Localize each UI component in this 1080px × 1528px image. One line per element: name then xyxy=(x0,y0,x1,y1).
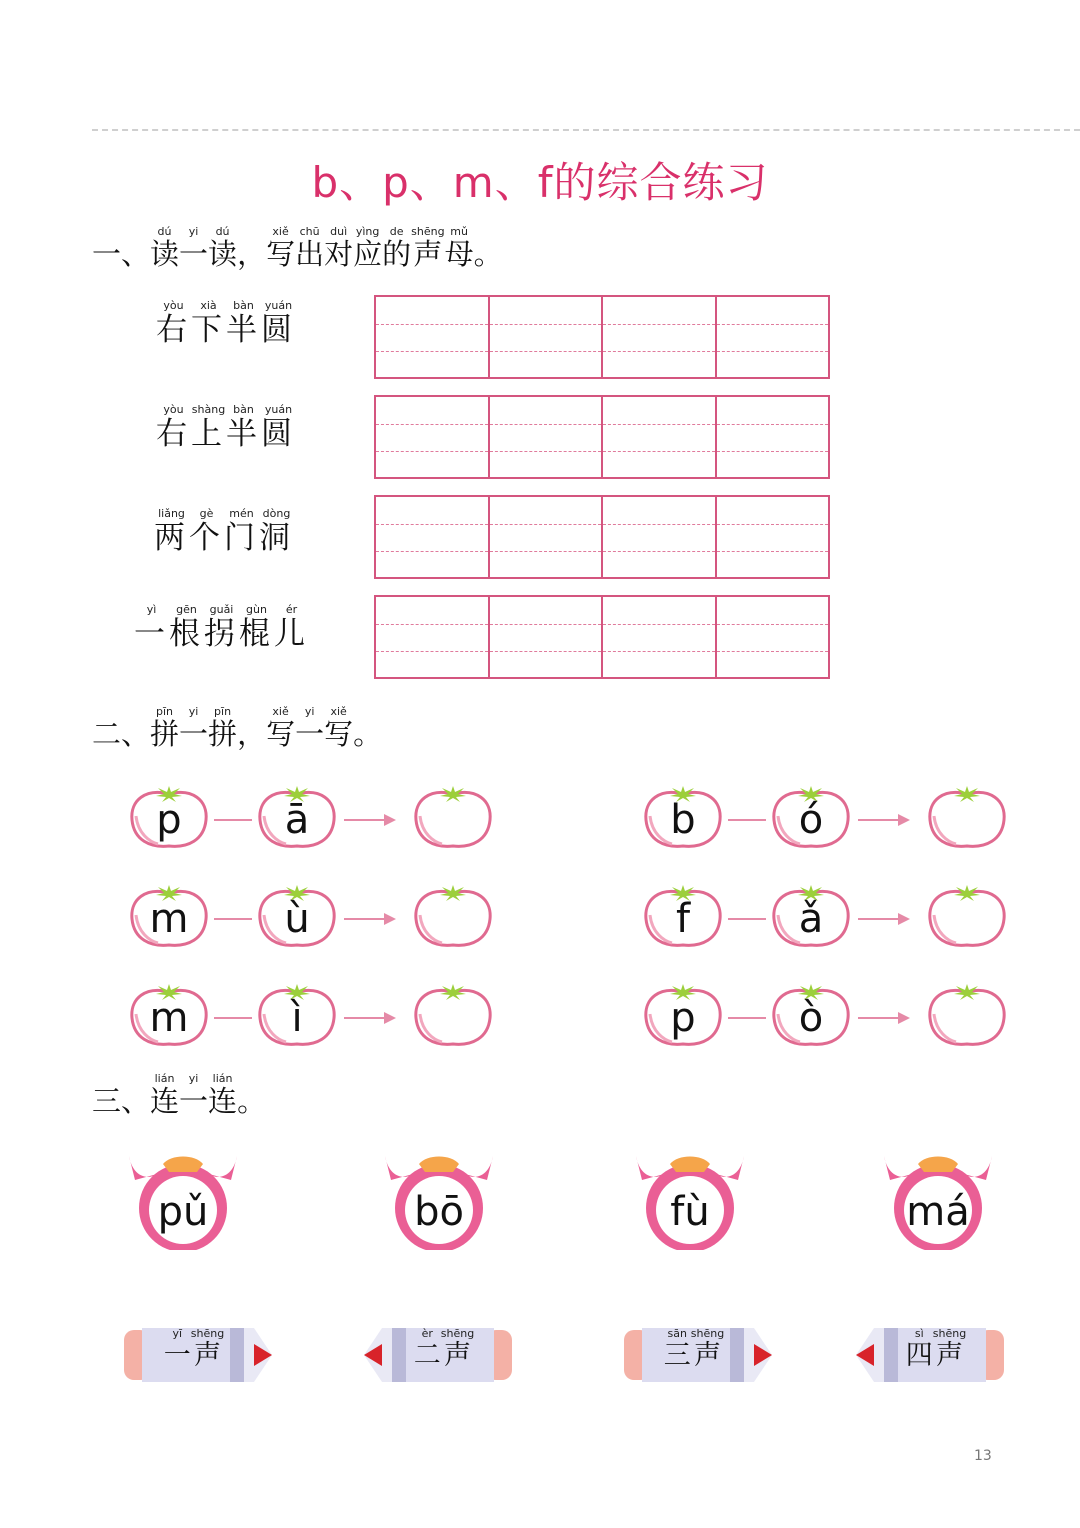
ruby-char: 的de xyxy=(382,225,412,271)
final-apple-right-2 xyxy=(770,885,852,949)
ruby-char: 写xiě xyxy=(324,705,354,751)
syllable-badge[interactable] xyxy=(127,1150,239,1250)
section-2-heading xyxy=(92,706,382,753)
section-3-instruction: 连lián一yi连lián。 xyxy=(150,1072,267,1118)
pinyin-annotation: xiě xyxy=(324,705,354,718)
ruby-char: 应yìng xyxy=(353,225,383,271)
arrow-right-icon xyxy=(344,812,396,826)
ruby-char: 洞dòng xyxy=(259,507,294,556)
connector-line xyxy=(214,1017,252,1019)
pinyin-annotation: yi xyxy=(295,705,325,718)
section-2-instruction: 拼pīn一yi拼pīn，写xiě一yi写xiě。 xyxy=(150,705,383,751)
tone-pencil[interactable] xyxy=(364,1326,514,1382)
ruby-char: 连lián xyxy=(150,1072,180,1118)
ruby-char: 一yi xyxy=(179,1072,209,1118)
syllable-text: fù xyxy=(670,1189,710,1235)
page-title: b、p、m、f的综合练习 xyxy=(311,158,769,207)
pinyin-annotation: yòu xyxy=(156,403,191,416)
pinyin-annotation: shēng xyxy=(190,1327,225,1340)
section-1-number: 一、 xyxy=(92,237,151,271)
ruby-char: 对duì xyxy=(324,225,354,271)
pinyin-annotation: ér xyxy=(274,603,309,616)
arrow-right-icon xyxy=(344,1010,396,1024)
apple-letter: ù xyxy=(284,896,310,942)
apple-letter: ò xyxy=(798,995,824,1041)
tone-pencil[interactable] xyxy=(856,1326,1006,1382)
pinyin-annotation: liǎng xyxy=(154,507,189,520)
pinyin-annotation: yi xyxy=(179,1072,209,1085)
section-1-instruction: 读dú一yi读dú，写xiě出chū对duì应yìng的de声shēng母mǔ。 xyxy=(150,225,503,271)
pinyin-annotation: dòng xyxy=(259,507,294,520)
pinyin-annotation: yī xyxy=(163,1327,191,1340)
connector-line xyxy=(728,819,766,821)
connector-line xyxy=(214,819,252,821)
pinyin-annotation: shēng xyxy=(411,225,445,238)
syllable-badge[interactable] xyxy=(882,1150,994,1250)
ruby-char: 棍gùn xyxy=(239,603,274,652)
pinyin-annotation: pīn xyxy=(150,705,180,718)
pinyin-annotation: xiě xyxy=(266,225,296,238)
pinyin-annotation: gùn xyxy=(239,603,274,616)
pinyin-annotation: dú xyxy=(208,225,238,238)
pinyin-annotation: pīn xyxy=(208,705,238,718)
ruby-char: 一yi xyxy=(295,705,325,751)
pinyin-annotation: yì xyxy=(134,603,169,616)
pinyin-annotation: guǎi xyxy=(204,603,239,616)
ruby-char: 写xiě xyxy=(266,705,296,751)
ruby-char: 拼pīn xyxy=(150,705,180,751)
ruby-char: 圆yuán xyxy=(261,299,296,348)
section-1-heading xyxy=(92,226,503,273)
pinyin-annotation: yi xyxy=(179,705,209,718)
ruby-char: 半bàn xyxy=(226,299,261,348)
ruby-char: 母mǔ xyxy=(444,225,474,271)
ruby-char: 声shēng xyxy=(190,1327,225,1371)
writing-grid-1[interactable] xyxy=(374,295,830,379)
ruby-char: 半bàn xyxy=(226,403,261,452)
ruby-char: 上shàng xyxy=(191,403,226,452)
pinyin-annotation: sān xyxy=(663,1327,691,1340)
phrase-2 xyxy=(156,404,296,453)
pinyin-annotation: sì xyxy=(905,1327,933,1340)
pinyin-annotation: lián xyxy=(208,1072,238,1085)
phrase-4 xyxy=(134,604,309,653)
ruby-char: 个gè xyxy=(189,507,224,556)
ruby-char: 一yì xyxy=(134,603,169,652)
final-apple-left-2 xyxy=(256,885,338,949)
ruby-char: 右yòu xyxy=(156,299,191,348)
pinyin-annotation: yuán xyxy=(261,299,296,312)
arrow-right-icon xyxy=(344,911,396,925)
ruby-char: 三sān xyxy=(663,1327,691,1371)
ruby-char: 儿ér xyxy=(274,603,309,652)
pinyin-annotation: gè xyxy=(189,507,224,520)
pinyin-annotation: xià xyxy=(191,299,226,312)
apple-letter: ó xyxy=(798,797,824,843)
ruby-char: 声shēng xyxy=(932,1327,967,1371)
writing-grid-3[interactable] xyxy=(374,495,830,579)
pinyin-annotation: yuán xyxy=(261,403,296,416)
pinyin-annotation: mǔ xyxy=(444,225,474,238)
initial-apple-right-2 xyxy=(642,885,724,949)
section-2-number: 二、 xyxy=(92,717,151,751)
final-apple-left-3 xyxy=(256,984,338,1048)
pinyin-annotation: bàn xyxy=(226,403,261,416)
phrase-3 xyxy=(154,508,294,557)
phrase-1 xyxy=(156,300,296,349)
final-apple-right-1 xyxy=(770,786,852,850)
ruby-char: 声shēng xyxy=(690,1327,725,1371)
final-apple-left-1 xyxy=(256,786,338,850)
pinyin-annotation: lián xyxy=(150,1072,180,1085)
initial-apple-left-2 xyxy=(128,885,210,949)
pinyin-annotation: dú xyxy=(150,225,180,238)
answer-apple-right-1[interactable] xyxy=(926,786,1008,850)
ruby-char: 四sì xyxy=(905,1327,933,1371)
pinyin-annotation: yòu xyxy=(156,299,191,312)
ruby-char: 连lián xyxy=(208,1072,238,1118)
apple-letter: m xyxy=(149,995,189,1041)
ruby-char: 读dú xyxy=(208,225,238,271)
ruby-char: 声shēng xyxy=(411,225,445,271)
answer-apple-left-3[interactable] xyxy=(412,984,494,1048)
connector-line xyxy=(728,1017,766,1019)
answer-apple-left-1[interactable] xyxy=(412,786,494,850)
ruby-char: 拼pīn xyxy=(208,705,238,751)
pinyin-annotation: chū xyxy=(295,225,325,238)
syllable-text: má xyxy=(906,1189,970,1235)
ruby-char: 圆yuán xyxy=(261,403,296,452)
apple-letter: ì xyxy=(291,995,303,1041)
pinyin-annotation: shàng xyxy=(191,403,226,416)
syllable-badge[interactable] xyxy=(634,1150,746,1250)
ruby-char: 一yi xyxy=(179,225,209,271)
pinyin-annotation: duì xyxy=(324,225,354,238)
pinyin-annotation: yìng xyxy=(353,225,383,238)
pinyin-annotation: yi xyxy=(179,225,209,238)
arrow-right-icon xyxy=(858,911,910,925)
apple-letter: p xyxy=(670,995,696,1041)
pinyin-annotation: xiě xyxy=(266,705,296,718)
tone-pencil[interactable] xyxy=(122,1326,272,1382)
answer-apple-left-2[interactable] xyxy=(412,885,494,949)
pinyin-annotation: mén xyxy=(224,507,259,520)
pinyin-annotation: èr xyxy=(413,1327,441,1340)
writing-grid-4[interactable] xyxy=(374,595,830,679)
apple-letter: b xyxy=(670,797,696,843)
apple-letter: ā xyxy=(284,797,310,843)
syllable-text: pǔ xyxy=(157,1189,209,1235)
ruby-char: 写xiě xyxy=(266,225,296,271)
answer-apple-right-3[interactable] xyxy=(926,984,1008,1048)
apple-letter: ǎ xyxy=(798,896,824,942)
ruby-char: 出chū xyxy=(295,225,325,271)
ruby-char: 声shēng xyxy=(440,1327,475,1371)
ruby-char: 读dú xyxy=(150,225,180,271)
initial-apple-left-3 xyxy=(128,984,210,1048)
initial-apple-right-3 xyxy=(642,984,724,1048)
ruby-char: 二èr xyxy=(413,1327,441,1371)
pinyin-annotation: shēng xyxy=(690,1327,725,1340)
answer-apple-right-2[interactable] xyxy=(926,885,1008,949)
connector-line xyxy=(214,918,252,920)
arrow-right-icon xyxy=(858,1010,910,1024)
section-3-number: 三、 xyxy=(92,1084,151,1118)
syllable-badge[interactable] xyxy=(383,1150,495,1250)
apple-letter: p xyxy=(156,797,182,843)
tone-label xyxy=(404,1328,484,1372)
tone-label xyxy=(654,1328,734,1372)
initial-apple-right-1 xyxy=(642,786,724,850)
pinyin-annotation: shēng xyxy=(932,1327,967,1340)
section-3-heading xyxy=(92,1073,266,1120)
initial-apple-left-1 xyxy=(128,786,210,850)
writing-grid-2[interactable] xyxy=(374,395,830,479)
page-number: 13 xyxy=(974,1448,992,1464)
apple-letter: m xyxy=(149,896,189,942)
ruby-char: 下xià xyxy=(191,299,226,348)
tone-pencil[interactable] xyxy=(622,1326,772,1382)
ruby-char: 右yòu xyxy=(156,403,191,452)
arrow-right-icon xyxy=(858,812,910,826)
top-dashed-divider xyxy=(92,129,1080,131)
ruby-char: 拐guǎi xyxy=(204,603,239,652)
pinyin-annotation: bàn xyxy=(226,299,261,312)
ruby-char: 根gēn xyxy=(169,603,204,652)
pinyin-annotation: de xyxy=(382,225,412,238)
pinyin-annotation: shēng xyxy=(440,1327,475,1340)
tone-label xyxy=(154,1328,234,1372)
syllable-text: bō xyxy=(414,1189,464,1235)
ruby-char: 两liǎng xyxy=(154,507,189,556)
tone-label xyxy=(896,1328,976,1372)
pinyin-annotation: gēn xyxy=(169,603,204,616)
ruby-char: 门mén xyxy=(224,507,259,556)
apple-letter: f xyxy=(675,896,691,942)
final-apple-right-3 xyxy=(770,984,852,1048)
connector-line xyxy=(728,918,766,920)
ruby-char: 一yi xyxy=(179,705,209,751)
ruby-char: 一yī xyxy=(163,1327,191,1371)
